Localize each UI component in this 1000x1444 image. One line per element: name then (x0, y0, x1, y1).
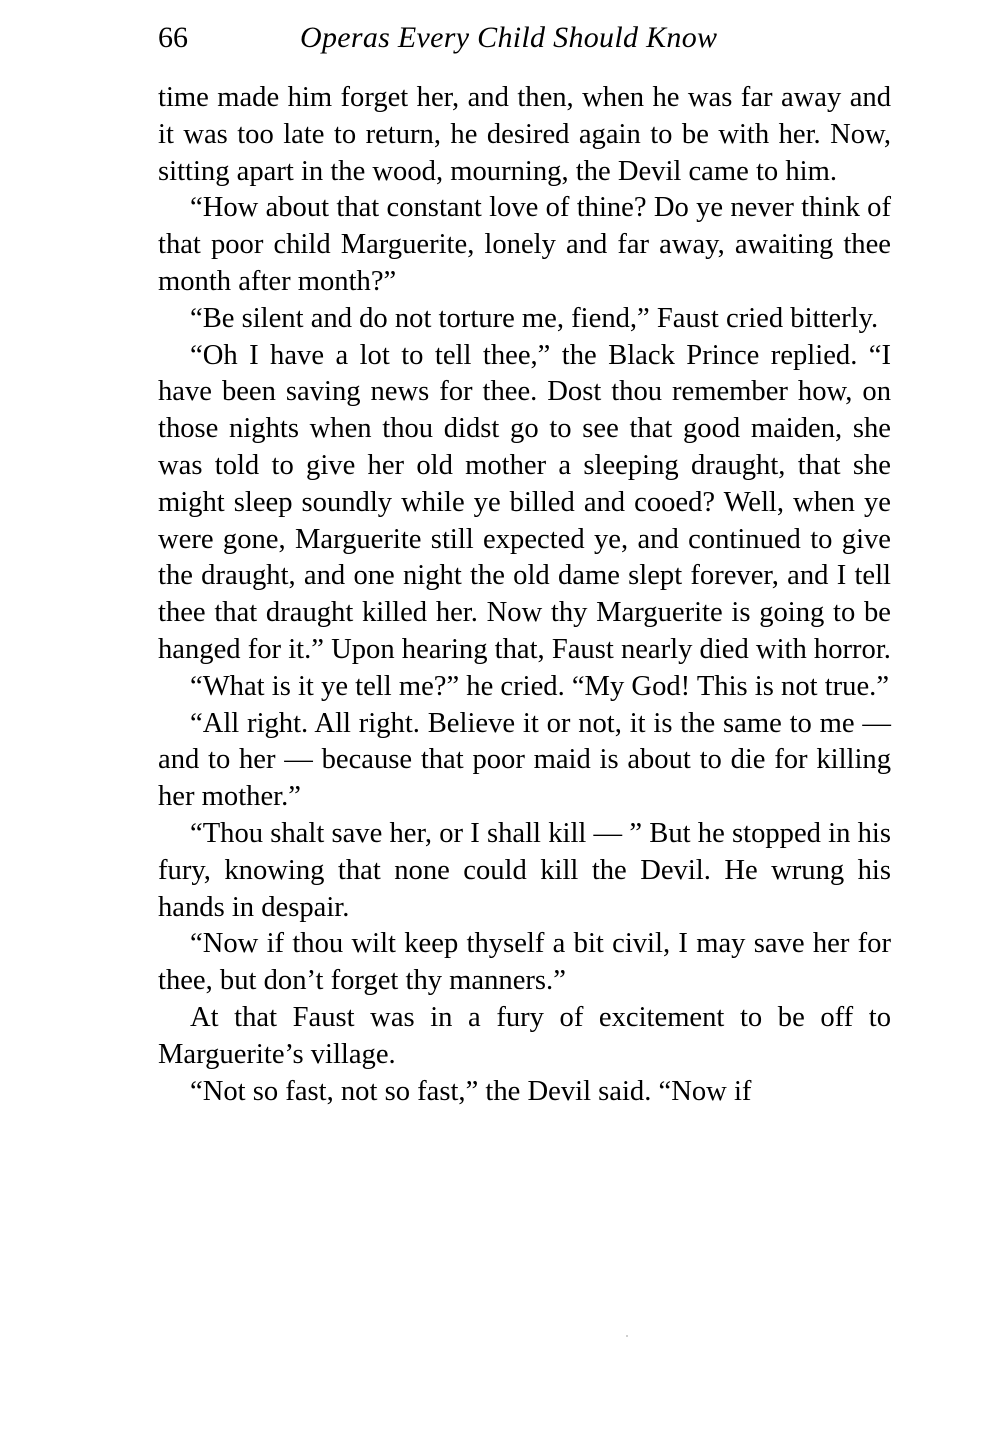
paragraph: “Not so fast, not so fast,” the Devil said. “Now if (190, 1075, 752, 1107)
paragraph: “Oh I have a lot to tell thee,” the Black Prince replied. “I have been saving news for thee. Dost thou remember how, on those nights when thou didst go to see that good maiden, she was told to give her old mother a sleeping draught, that she might sleep soundly while ye billed and cooed? Well, when ye were gone, Marguerite still expected ye, and continued to give the draught, and one night the old dame slept forever, and I tell thee that draught killed her. Now thy Marguerite is going to be hanged for it.” Upon hearing that, Faust nearly died with horror. (158, 339, 891, 665)
page-number: 66 (158, 21, 188, 54)
paragraph: time made him forget her, and then, when he was far away and it was too late to return, he desired again to be with her. Now, sitting apart in the wood, mourning, the Devil came to him. (158, 82, 891, 187)
scan-speck (626, 1335, 628, 1337)
paragraph: “Thou shalt save her, or I shall kill — ” But he stopped in his fury, knowing that none could kill the Devil. He wrung his hands in despair. (158, 817, 891, 923)
paragraph: “All right. All right. Believe it or not, it is the same to me — and to her — because that poor maid is about to die for killing her mother.” (158, 707, 891, 813)
running-head: Operas Every Child Should Know (300, 21, 718, 54)
page-header (158, 14, 893, 62)
paragraph: “Now if thou wilt keep thyself a bit civil, I may save her for thee, but don’t forget thy manners.” (158, 928, 891, 997)
paragraph: At that Faust was in a fury of excitement to be off to Marguerite’s village. (158, 1001, 891, 1070)
paragraph: “How about that constant love of thine? Do ye never think of that poor child Marguerite, lonely and far away, awaiting thee month after month?” (158, 192, 891, 297)
paragraph: “Be silent and do not torture me, fiend,” Faust cried bitterly. (190, 302, 879, 334)
body-text (158, 80, 891, 1110)
paragraph: “What is it ye tell me?” he cried. “My God! This is not true.” (190, 670, 890, 702)
